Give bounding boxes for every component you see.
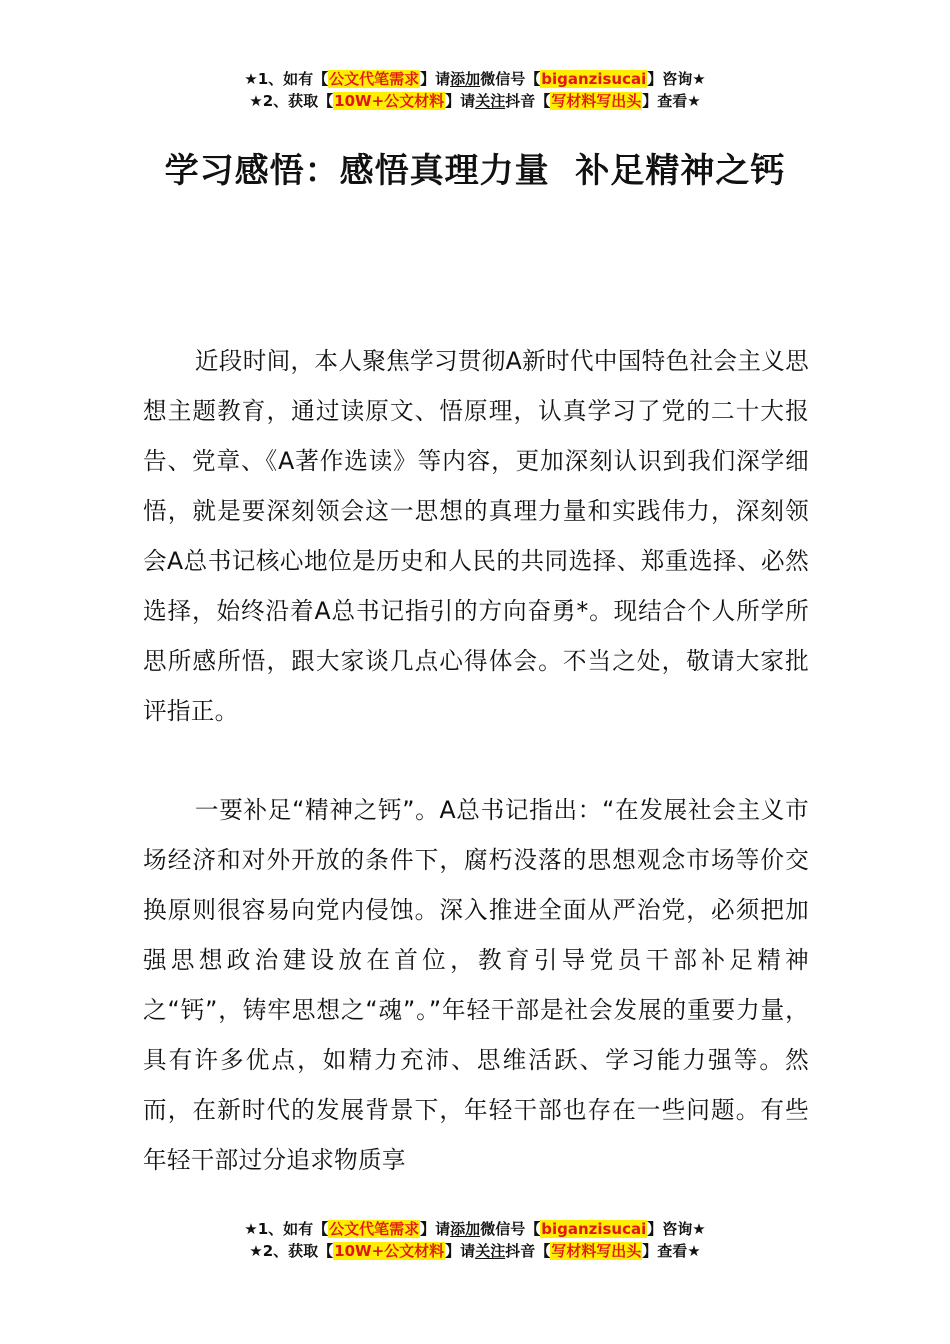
promo-underlined-text: 添加 <box>450 70 481 88</box>
promo-line-1 <box>0 1218 950 1240</box>
promo-line-2 <box>0 90 950 112</box>
star-icon: ★ <box>687 92 701 110</box>
promo-highlight-service: 公文代笔需求 <box>329 70 420 88</box>
promo-underlined-text: 关注 <box>475 1242 506 1260</box>
promo-highlight-service: 公文代笔需求 <box>329 1220 420 1238</box>
promo-text: 】请 <box>445 1242 476 1260</box>
promo-text: 抖音【 <box>505 92 551 110</box>
promo-text: 】咨询 <box>647 70 693 88</box>
promo-highlight-materials: 10W+公文材料 <box>334 92 445 110</box>
promo-text: 】查看 <box>642 1242 688 1260</box>
star-icon: ★ <box>692 70 706 88</box>
promo-text: 】咨询 <box>647 1220 693 1238</box>
promo-highlight-materials: 10W+公文材料 <box>334 1242 445 1260</box>
star-icon: ★ <box>244 70 258 88</box>
star-icon: ★ <box>249 1242 263 1260</box>
body-paragraph-2: 一要补足“精神之钙”。A总书记指出：“在发展社会主义市场经济和对外开放的条件下，腐朽没落的思想观念市场等价交换原则很容易向党内侵蚀。深入推进全面从严治党，必须把加强思想政治建设放在首位，教育引导党员干部补足精神之“钙”，铸牢思想之“魂”。”年轻干部是社会发展的重要力量，具有许多优点，如精力充沛、思维活跃、学习能力强等。然而，在新时代的发展背景下，年轻干部也存在一些问题。有些年轻干部过分追求物质享 <box>143 796 809 1174</box>
promo-highlight-douyin: 写材料写出头 <box>551 1242 642 1260</box>
body-paragraph-1: 近段时间，本人聚焦学习贯彻A新时代中国特色社会主义思想主题教育，通过读原文、悟原理，认真学习了党的二十大报告、党章、《A著作选读》等内容，更加深刻认识到我们深学细悟，就是要深刻领会这一思想的真理力量和实践伟力，深刻领会A总书记核心地位是历史和人民的共同选择、郑重选择、必然选择，始终沿着A总书记指引的方向奋勇*。现结合个人所学所思所感所悟，跟大家谈几点心得体会。不当之处，敬请大家批评指正。 <box>143 347 809 725</box>
star-icon: ★ <box>244 1220 258 1238</box>
document-title: 学习感悟：感悟真理力量 补足精神之钙 <box>164 151 786 191</box>
promo-text: 】查看 <box>642 92 688 110</box>
footer-promo-banner <box>0 1218 950 1262</box>
promo-highlight-douyin: 写材料写出头 <box>551 92 642 110</box>
promo-text: 】请 <box>445 92 476 110</box>
promo-line-1 <box>0 68 950 90</box>
header-promo-banner <box>0 68 950 112</box>
promo-text: 微信号【 <box>480 70 541 88</box>
star-icon: ★ <box>687 1242 701 1260</box>
star-icon: ★ <box>249 92 263 110</box>
promo-line-2 <box>0 1240 950 1262</box>
promo-text: 】请 <box>420 70 451 88</box>
promo-text: 1、如有【 <box>257 1220 329 1238</box>
promo-text: 】请 <box>420 1220 451 1238</box>
promo-text: 2、获取【 <box>262 92 334 110</box>
promo-highlight-wechat-id: biganzisucai <box>541 1220 647 1238</box>
promo-highlight-wechat-id: biganzisucai <box>541 70 647 88</box>
promo-underlined-text: 关注 <box>475 92 506 110</box>
promo-underlined-text: 添加 <box>450 1220 481 1238</box>
promo-text: 1、如有【 <box>257 70 329 88</box>
star-icon: ★ <box>692 1220 706 1238</box>
promo-text: 2、获取【 <box>262 1242 334 1260</box>
promo-text: 微信号【 <box>480 1220 541 1238</box>
promo-text: 抖音【 <box>505 1242 551 1260</box>
